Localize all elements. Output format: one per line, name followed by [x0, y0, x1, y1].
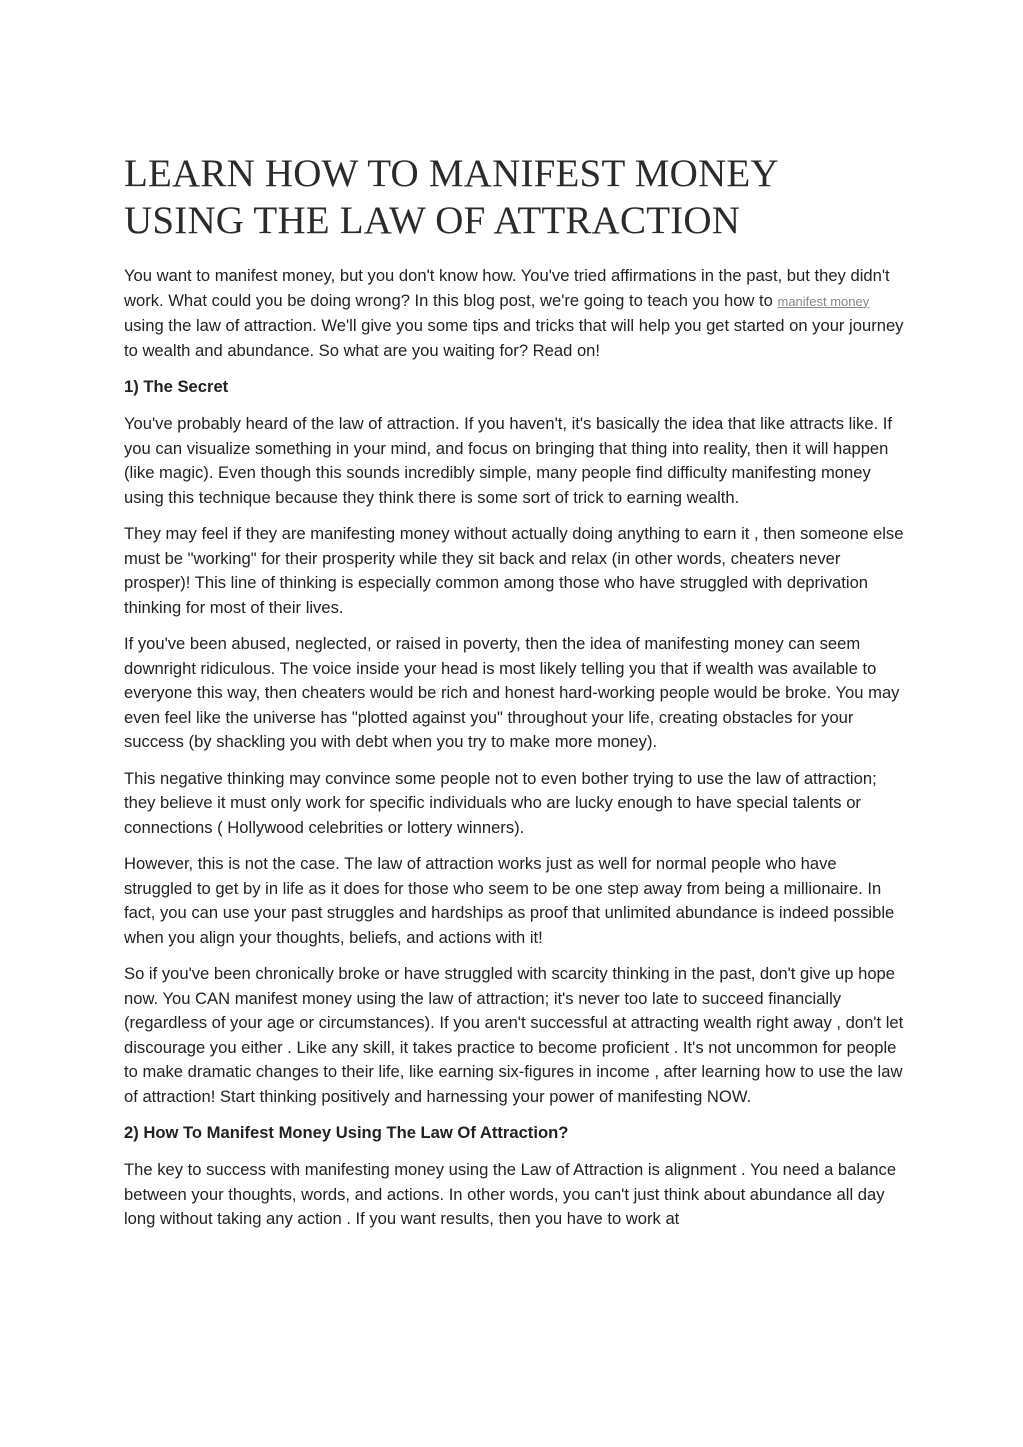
manifest-money-link[interactable]: manifest money [777, 293, 870, 309]
body-paragraph: You've probably heard of the law of attraction. If you haven't, it's basically the idea that like attracts like. If you can visualize something in your mind, and focus on bringing that thing into reality, then it will happen (like magic). Even though this sounds incredibly simple, many people find difficulty manifesting money using this technique because they think there is some sort of trick to earning wealth. [124, 414, 893, 507]
body-paragraph: The key to success with manifesting money using the Law of Attraction is alignment . You need a balance between your thoughts, words, and actions. In other words, you can't just think about abundance all day long without taking any action . If you want results, then you have to work at [124, 1160, 897, 1228]
body-paragraph: They may feel if they are manifesting money without actually doing anything to earn it , then someone else must be "working" for their prosperity while they sit back and relax (in other words, cheaters never prosper)! This line of thinking is especially common among those who have struggled with deprivation thinking for most of their lives. [124, 524, 904, 617]
body-paragraph: If you've been abused, neglected, or raised in poverty, then the idea of manifesting money can seem downright ridiculous. The voice inside your head is most likely telling you that if wealth was available to everyone this way, then cheaters would be rich and honest hard-working people would be broke. You may even feel like the universe has "plotted against you" throughout your life, creating obstacles for your success (by shackling you with debt when you try to make more money). [124, 634, 900, 751]
body-paragraph: However, this is not the case. The law of attraction works just as well for normal people who have struggled to get by in life as it does for those who seem to be one step away from being a millionaire. In fact, you can use your past struggles and hardships as proof that unlimited abundance is indeed possible when you align your thoughts, beliefs, and actions with it! [124, 854, 895, 947]
section-heading-the-secret: 1) The Secret [124, 377, 229, 396]
body-paragraph: So if you've been chronically broke or have struggled with scarcity thinking in the past, don't give up hope now. You CAN manifest money using the law of attraction; it's never too late to succeed financially (regardless of your age or circumstances). If you aren't successful at attracting wealth right away , don't let discourage you either . Like any skill, it takes practice to become proficient . It's not uncommon for people to make dramatic changes to their life, like earning six-figures in income , after learning how to use the law of attraction! Start thinking positively and harnessing your power of manifesting NOW. [124, 964, 904, 1106]
intro-paragraph [124, 264, 904, 363]
page-title: LEARN HOW TO MANIFEST MONEY USING THE LAW OF ATTRACTION [124, 152, 778, 242]
intro-text-before-link: You want to manifest money, but you don't know how. You've tried affirmations in the past, but they didn't work. What could you be doing wrong? In this blog post, we're going to teach you how to [124, 266, 890, 310]
section-heading-how-to-manifest: 2) How To Manifest Money Using The Law Of Attraction? [124, 1123, 569, 1142]
document-page [124, 150, 904, 1244]
body-paragraph: This negative thinking may convince some people not to even bother trying to use the law of attraction; they believe it must only work for specific individuals who are lucky enough to have special talents or connections ( Hollywood celebrities or lottery winners). [124, 768, 877, 837]
intro-text-after-link: using the law of attraction. We'll give you some tips and tricks that will help you get started on your journey to wealth and abundance. So what are you waiting for? Read on! [124, 316, 904, 360]
